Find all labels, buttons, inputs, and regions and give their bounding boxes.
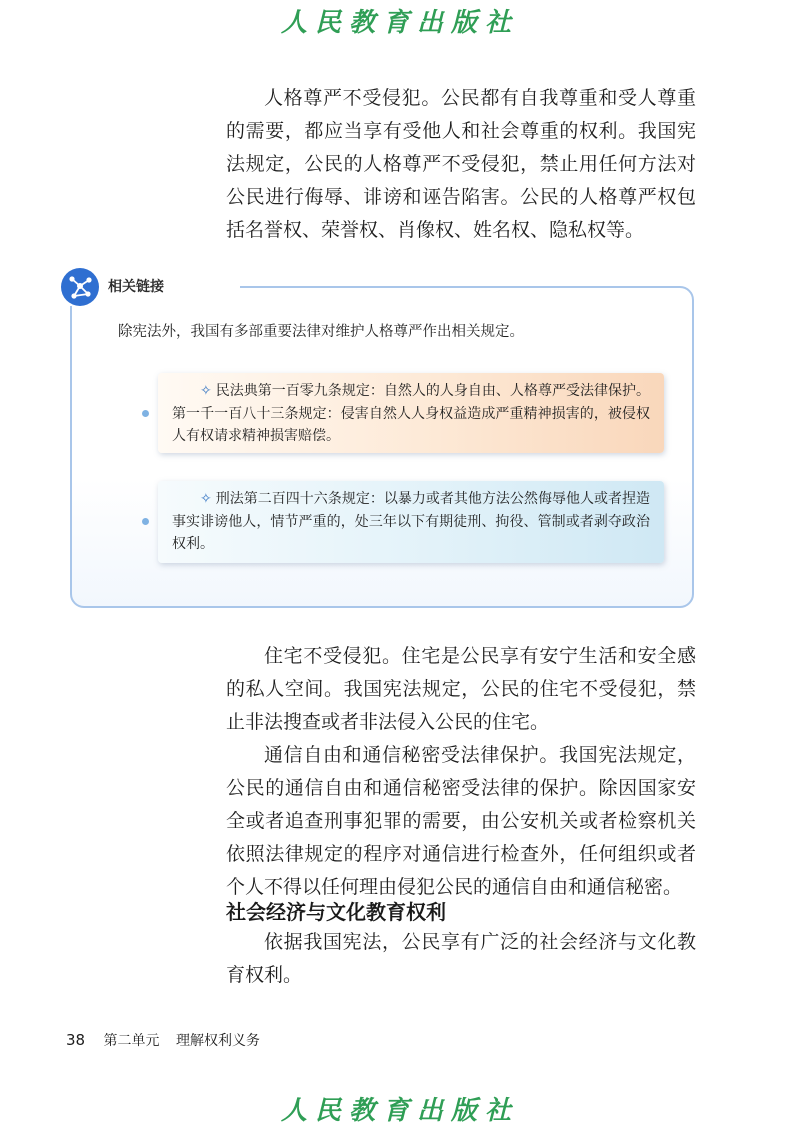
paragraph-residence: 住宅不受侵犯。住宅是公民享有安宁生活和安全感的私人空间。我国宪法规定，公民的住宅不受侵犯，禁止非法搜查或者非法侵入公民的住宅。 <box>226 645 696 733</box>
bullet-dot <box>142 410 149 417</box>
publisher-logo-bottom: 人民教育出版社 <box>280 1096 519 1126</box>
law-card-civil-code <box>158 373 664 453</box>
related-links-intro: 除宪法外，我国有多部重要法律对维护人格尊严作出相关规定。 <box>118 324 524 340</box>
bullet-dot <box>142 518 149 525</box>
law-card-criminal-law <box>158 481 664 563</box>
diamond-icon: ✧ <box>200 383 212 399</box>
paragraph-correspondence: 通信自由和通信秘密受法律保护。我国宪法规定，公民的通信自由和通信秘密受法律的保护。除因国家安全或者追查刑事犯罪的需要，由公安机关或者检察机关依照法律规定的程序对通信进行检查外，任何组织或者个人不得以任何理由侵犯公民的通信自由和通信秘密。 <box>226 744 696 898</box>
law-card-text: 民法典第一百零九条规定：自然人的人身自由、人格尊严受法律保护。第一千一百八十三条规定：侵害自然人人身权益造成严重精神损害的，被侵权人有权请求精神损害赔偿。 <box>172 383 650 444</box>
unit-title: 理解权利义务 <box>176 1033 260 1049</box>
diamond-icon: ✧ <box>200 491 212 507</box>
paragraph-dignity: 人格尊严不受侵犯。公民都有自我尊重和受人尊重的需要，都应当享有受他人和社会尊重的权利。我国宪法规定，公民的人格尊严不受侵犯，禁止用任何方法对公民进行侮辱、诽谤和诬告陷害。公民的人格尊严权包括名誉权、荣誉权、肖像权、姓名权、隐私权等。 <box>226 87 696 241</box>
network-icon <box>60 267 100 307</box>
page-number: 38 <box>66 1031 86 1049</box>
unit-label: 第二单元 <box>103 1033 160 1049</box>
page-footer <box>66 1030 260 1050</box>
paragraph-socioeconomic: 依据我国宪法，公民享有广泛的社会经济与文化教育权利。 <box>226 931 696 986</box>
related-links-title: 相关链接 <box>108 279 164 295</box>
law-card-text: 刑法第二百四十六条规定：以暴力或者其他方法公然侮辱他人或者捏造事实诽谤他人，情节严重的，处三年以下有期徒刑、拘役、管制或者剥夺政治权利。 <box>172 491 650 552</box>
publisher-logo-top: 人民教育出版社 <box>280 8 519 38</box>
section-heading: 社会经济与文化教育权利 <box>226 900 446 924</box>
